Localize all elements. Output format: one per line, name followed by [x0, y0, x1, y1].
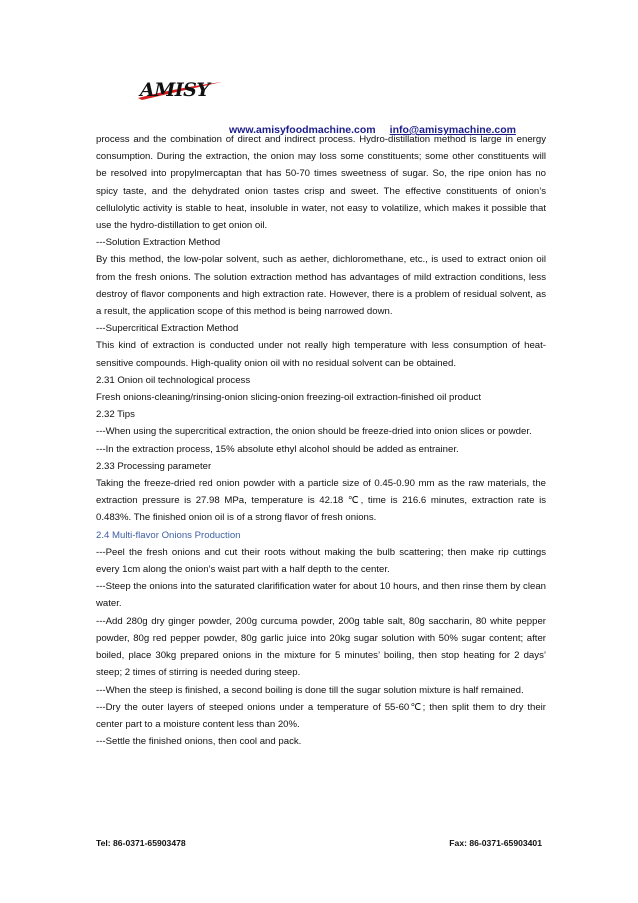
- footer-tel: Tel: 86-0371-65903478: [96, 838, 186, 848]
- paragraph: process and the combination of direct and indirect process. Hydro-distillation method is large in energy consumption. During the extraction, the onion may loss some constituents; some other constituents will be resolved into propylmercaptan that has 50-70 times sweetness of sugar. So, the ripe onion has no spicy taste, and the dehydrated onion tastes crisp and sweet. The effective constituents of onion’s cellulolytic activity is stable to heat, insoluble in water, not easy to volatilize, which makes it possible that use the hydro-distillation to get onion oil.: [96, 134, 546, 232]
- paragraph: Fresh onions-cleaning/rinsing-onion slicing-onion freezing-oil extraction-finished oil product: [96, 392, 482, 404]
- paragraph: This kind of extraction is conducted under not really high temperature with less consumption of heat-sensitive compounds. High-quality onion oil with no residual solvent can be obtained.: [96, 340, 546, 369]
- paragraph: By this method, the low-polar solvent, such as aether, dichloromethane, etc., is used to extract onion oil from the fresh onions. The solution extraction method has advantages of mild extraction conditions, less destroy of flavor components and high extraction rate. However, there is a problem of residual solvent, as a result, the application scope of this method is being narrowed down.: [96, 254, 546, 318]
- paragraph: ---When the steep is finished, a second boiling is done till the sugar solution mixture is half remained.: [96, 684, 524, 696]
- email-link[interactable]: info@amisymachine.com: [389, 124, 517, 136]
- paragraph: ---Solution Extraction Method: [96, 237, 221, 249]
- amisy-logo: [136, 76, 226, 102]
- paragraph: ---In the extraction process, 15% absolute ethyl alcohol should be added as entrainer.: [96, 443, 459, 455]
- paragraph: ---Steep the onions into the saturated clarifification water for about 10 hours, and then rinse them by clean water.: [96, 581, 546, 610]
- paragraph: 2.31 Onion oil technological process: [96, 374, 251, 386]
- page-footer: [96, 838, 542, 848]
- paragraph: ---Dry the outer layers of steeped onions under a temperature of 55-60℃; then split them to dry their center part to a moisture content less than 20%.: [96, 701, 546, 730]
- section-heading: 2.4 Multi-flavor Onions Production: [96, 529, 241, 541]
- paragraph: ---Peel the fresh onions and cut their roots without making the bulb scattering; then make rip cuttings every 1cm along the onion’s waist part with a half depth to the center.: [96, 546, 546, 576]
- paragraph: 2.33 Processing parameter: [96, 460, 212, 472]
- paragraph: ---When using the supercritical extraction, the onion should be freeze-dried into onion slices or powder.: [96, 426, 532, 438]
- logo-wordmark: AMISY: [140, 79, 210, 101]
- paragraph: ---Settle the finished onions, then cool and pack.: [96, 736, 302, 748]
- paragraph: Taking the freeze-dried red onion powder with a particle size of 0.45-0.90 mm as the raw materials, the extraction pressure is 27.98 MPa, temperature is 42.18 ℃, time is 216.6 minutes, extraction rate is 0.483%. The finished onion oil is of a strong flavor of fresh onions.: [96, 478, 546, 524]
- document-body: [96, 131, 546, 750]
- paragraph: ---Supercritical Extraction Method: [96, 323, 239, 335]
- paragraph: ---Add 280g dry ginger powder, 200g curcuma powder, 200g table salt, 80g saccharin, 80 white pepper powder, 80g red pepper powder, 80g garlic juice into 20kg sugar solution with 50% sugar content; after boiled, place 30kg prepared onions in the mixture for 5 minutes’ boiling, then stop heating for 2 days’ steep; 2 times of stirring is needed during steep.: [96, 615, 546, 679]
- paragraph: 2.32 Tips: [96, 409, 135, 421]
- website-link[interactable]: www.amisyfoodmachine.com: [229, 124, 376, 136]
- footer-fax: Fax: 86-0371-65903401: [449, 838, 542, 848]
